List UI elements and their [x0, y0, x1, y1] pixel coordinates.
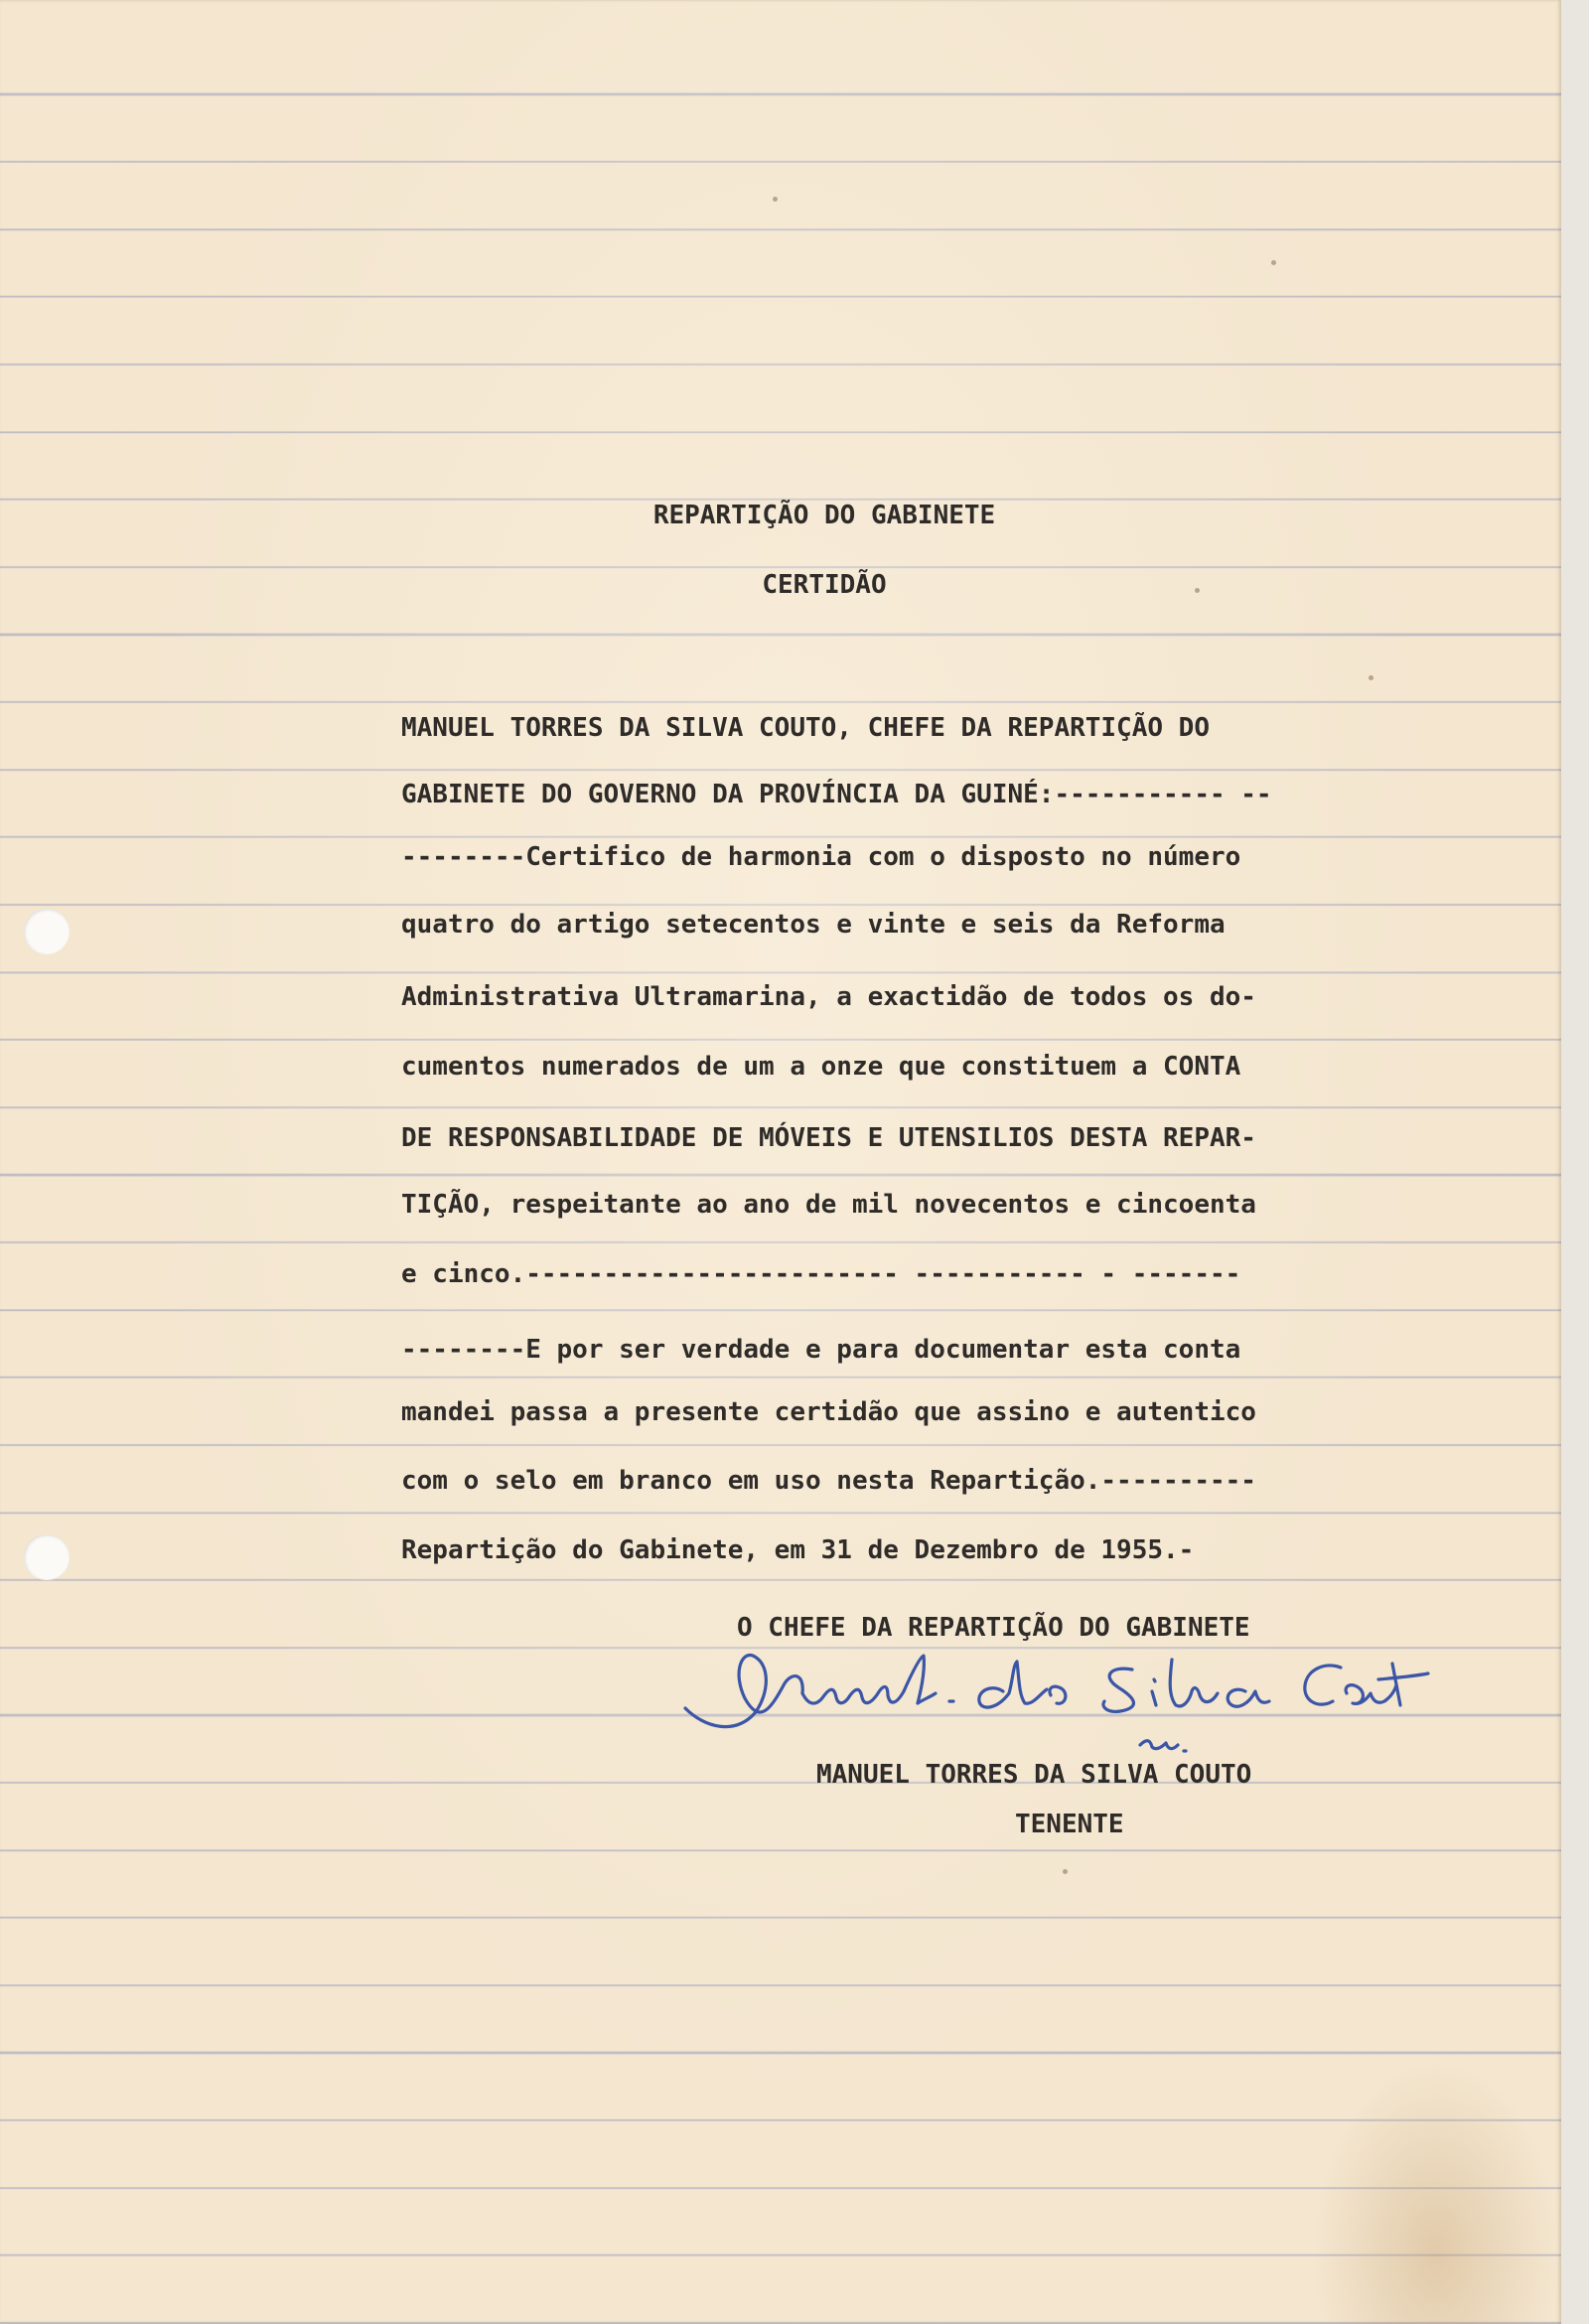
paper-speck [1271, 260, 1276, 265]
punch-hole-bottom [24, 1534, 70, 1580]
body-line-9: e cinco.------------------------ ----------- - ------- [401, 1259, 1241, 1289]
signatory-rank: TENENTE [1015, 1810, 1124, 1839]
handwritten-signature [675, 1644, 1430, 1773]
scan-margin [1561, 0, 1589, 2324]
body-line-5: Administrativa Ultramarina, a exactidão de todos os do- [401, 982, 1256, 1012]
body-line-3: --------Certifico de harmonia com o disposto no número [401, 842, 1241, 872]
paper-speck [773, 197, 778, 202]
body-line-2: GABINETE DO GOVERNO DA PROVÍNCIA DA GUINÉ:----------- -- [401, 780, 1272, 809]
body-line-13: Repartição do Gabinete, em 31 de Dezembro de 1955.- [401, 1535, 1195, 1565]
body-line-6: cumentos numerados de um a onze que constituem a CONTA [401, 1052, 1241, 1082]
header-office: REPARTIÇÃO DO GABINETE [652, 501, 996, 530]
body-line-1: MANUEL TORRES DA SILVA COUTO, CHEFE DA REPARTIÇÃO DO [401, 713, 1210, 743]
header-doc-type: CERTIDÃO [762, 570, 887, 600]
body-line-7: DE RESPONSABILIDADE DE MÓVEIS E UTENSILIOS DESTA REPAR- [401, 1123, 1256, 1153]
paper-speck [1063, 1869, 1068, 1874]
body-line-12: com o selo em branco em uso nesta Repartição.---------- [401, 1466, 1256, 1496]
signature-title: O CHEFE DA REPARTIÇÃO DO GABINETE [737, 1613, 1250, 1643]
paper-speck [1369, 675, 1373, 680]
signatory-name: MANUEL TORRES DA SILVA COUTO [816, 1760, 1252, 1790]
punch-hole-top [24, 909, 70, 954]
body-line-8: TIÇÃO, respeitante ao ano de mil novecentos e cincoenta [401, 1190, 1256, 1220]
body-line-4: quatro do artigo setecentos e vinte e seis da Reforma [401, 910, 1226, 940]
body-line-11: mandei passa a presente certidão que assino e autentico [401, 1397, 1256, 1427]
body-line-10: --------E por ser verdade e para documentar esta conta [401, 1335, 1241, 1365]
